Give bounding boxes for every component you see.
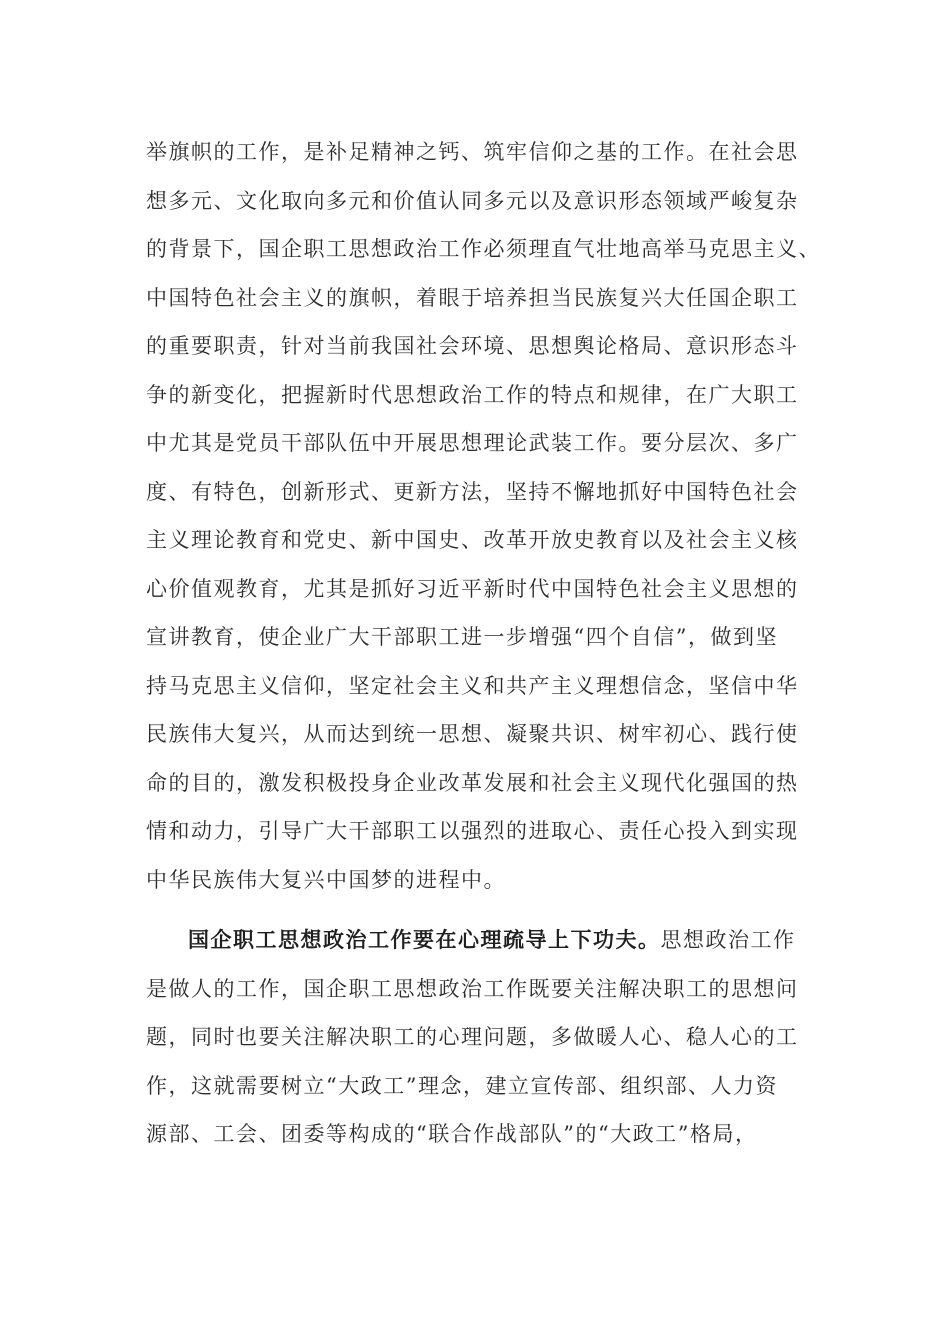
paragraph-spacer: [146, 904, 826, 916]
text-line: 的重要职责，针对当前我国社会环境、思想舆论格局、意识形态斗: [146, 334, 799, 358]
text-line: 命的目的，激发积极投身企业改革发展和社会主义现代化强国的热: [146, 770, 799, 795]
text-line: 作，这就需要树立“大政工”理念，建立宣传部、组织部、人力资: [146, 1073, 778, 1098]
text-line: 想多元、文化取向多元和价值认同多元以及意识形态领域严峻复杂: [146, 188, 799, 213]
text-line: 举旗帜的工作，是补足精神之钙、筑牢信仰之基的工作。在社会思: [146, 140, 799, 164]
text-line: 的背景下，国企职工思想政治工作必须理直气壮地高举马克思主义、: [146, 237, 821, 261]
text-line: 争的新变化，把握新时代思想政治工作的特点和规律，在广大职工: [146, 382, 799, 407]
text-line: 心价值观教育，尤其是抓好习近平新时代中国特色社会主义思想的: [146, 576, 799, 601]
text-line: 中尤其是党员干部队伍中开展思想理论武装工作。要分层次、多广: [146, 431, 799, 455]
paragraph-first-line: [146, 916, 826, 965]
text-line: 持马克思主义信仰，坚定社会主义和共产主义理想信念，坚信中华: [146, 673, 799, 698]
paragraph-first-line-rest: 思想政治工作: [660, 928, 796, 952]
paragraph-heading-bold: 国企职工思想政治工作要在心理疏导上下功夫。: [188, 927, 661, 952]
text-line: 主义理论教育和党史、新中国史、改革开放史教育以及社会主义核: [146, 528, 799, 552]
text-line: 中华民族伟大复兴中国梦的进程中。: [146, 867, 506, 892]
text-line: 中国特色社会主义的旗帜，着眼于培养担当民族复兴大任国企职工: [146, 285, 799, 310]
text-line: 情和动力，引导广大干部职工以强烈的进取心、责任心投入到实现: [146, 819, 799, 843]
text-line: 是做人的工作，国企职工思想政治工作既要关注解决职工的思想问: [146, 976, 799, 1001]
text-line: 宣讲教育，使企业广大干部职工进一步增强“四个自信”，做到坚: [146, 625, 778, 649]
text-line: 源部、工会、团委等构成的“联合作战部队”的“大政工”格局，: [146, 1122, 758, 1146]
text-line: 度、有特色，创新形式、更新方法，坚持不懈地抓好中国特色社会: [146, 479, 799, 504]
text-line: 题，同时也要关注解决职工的心理问题，多做暖人心、稳人心的工: [146, 1025, 799, 1049]
document-body: [146, 128, 826, 1159]
paragraph-ideological-work: [146, 128, 826, 904]
paragraph-psychological-guidance: [146, 916, 826, 1159]
text-line: 民族伟大复兴，从而达到统一思想、凝聚共识、树牢初心、践行使: [146, 722, 799, 746]
